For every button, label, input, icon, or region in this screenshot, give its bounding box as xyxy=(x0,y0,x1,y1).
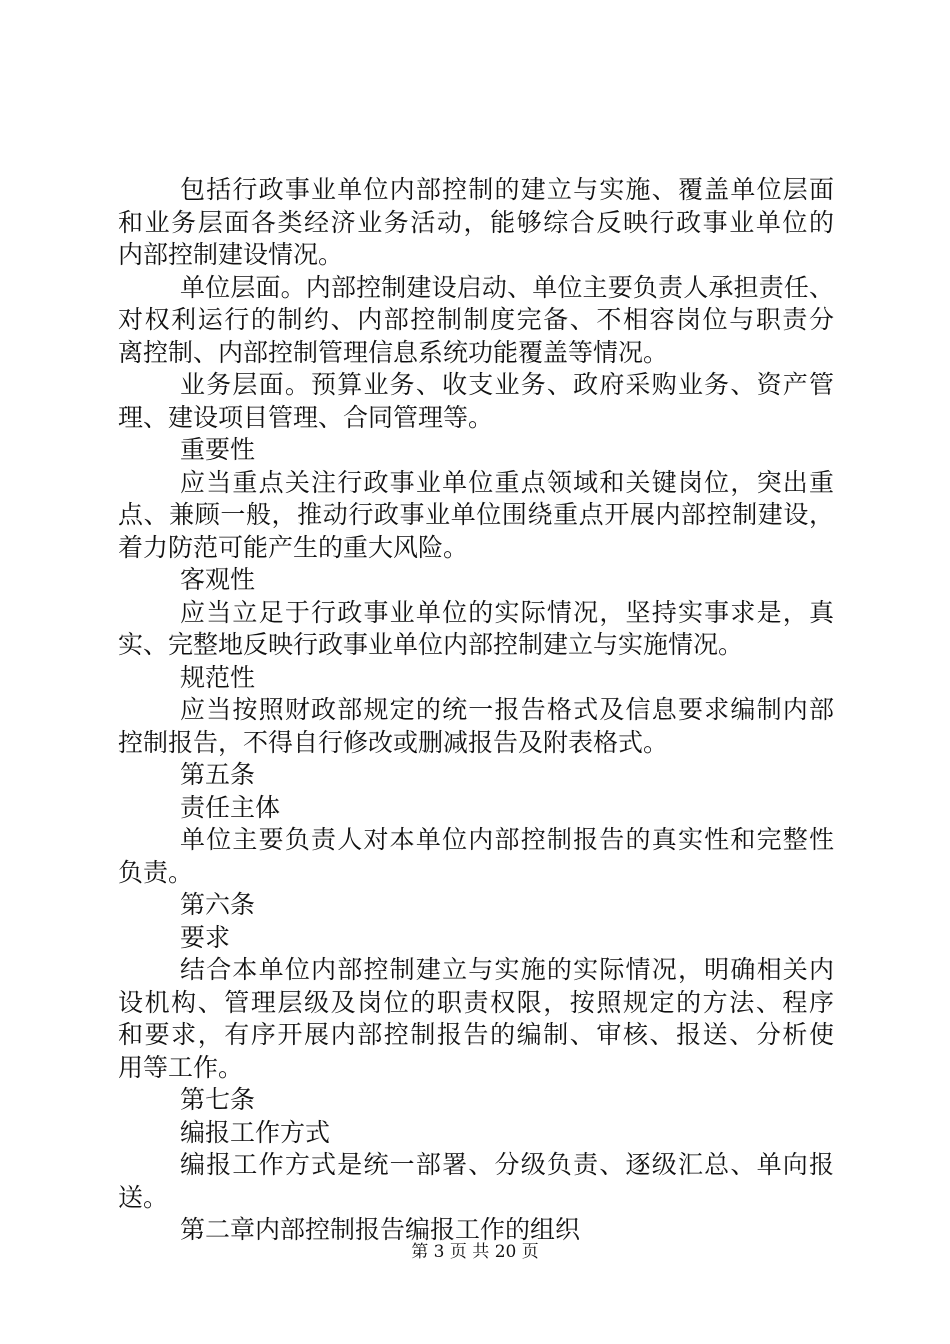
text-line: 点、兼顾一般，推动行政事业单位围绕重点开展内部控制建设， xyxy=(118,500,834,529)
text-line: 应当立足于行政事业单位的实际情况，坚持实事求是，真 xyxy=(180,597,834,627)
text-line: 送。 xyxy=(118,1182,169,1212)
text-line: 应当重点关注行政事业单位重点领域和关键岗位，突出重 xyxy=(180,467,834,497)
text-line: 责任主体 xyxy=(180,792,281,822)
text-line: 理、建设项目管理、合同管理等。 xyxy=(118,402,494,432)
text-line: 内部控制建设情况。 xyxy=(118,240,344,269)
text-line: 设机构、管理层级及岗位的职责权限，按照规定的方法、程序 xyxy=(118,987,834,1017)
text-line: 业务层面。预算业务、收支业务、政府采购业务、资产管 xyxy=(180,370,834,399)
page-number: 第 3 页 共 20 页 xyxy=(411,1242,539,1262)
text-line: 规范性 xyxy=(180,662,256,692)
text-line: 结合本单位内部控制建立与实施的实际情况，明确相关内 xyxy=(180,955,834,984)
text-line: 第二章内部控制报告编报工作的组织 xyxy=(180,1215,581,1244)
text-line: 重要性 xyxy=(180,435,256,464)
text-line: 着力防范可能产生的重大风险。 xyxy=(118,532,469,562)
text-line: 用等工作。 xyxy=(118,1052,244,1082)
text-line: 对权利运行的制约、内部控制制度完备、不相容岗位与职责分 xyxy=(118,305,834,334)
text-line: 要求 xyxy=(180,922,231,952)
text-line: 编报工作方式是统一部署、分级负责、逐级汇总、单向报 xyxy=(180,1150,834,1179)
text-line: 单位主要负责人对本单位内部控制报告的真实性和完整性 xyxy=(180,825,834,854)
document-body xyxy=(118,174,834,1247)
text-line: 第七条 xyxy=(180,1085,256,1114)
text-line: 第六条 xyxy=(180,890,256,919)
text-line: 编报工作方式 xyxy=(180,1117,331,1147)
text-line: 控制报告，不得自行修改或删减报告及附表格式。 xyxy=(118,727,669,757)
text-line: 和业务层面各类经济业务活动，能够综合反映行政事业单位的 xyxy=(118,207,834,237)
page-footer xyxy=(0,1241,950,1263)
text-line: 负责。 xyxy=(118,857,194,887)
text-line: 离控制、内部控制管理信息系统功能覆盖等情况。 xyxy=(118,337,669,367)
text-line: 第五条 xyxy=(180,760,256,789)
text-line: 包括行政事业单位内部控制的建立与实施、覆盖单位层面 xyxy=(180,175,834,204)
text-line: 客观性 xyxy=(180,565,256,594)
text-line: 和要求，有序开展内部控制报告的编制、审核、报送、分析使 xyxy=(118,1020,834,1049)
text-line: 单位层面。内部控制建设启动、单位主要负责人承担责任、 xyxy=(180,272,834,302)
text-line: 实、完整地反映行政事业单位内部控制建立与实施情况。 xyxy=(118,630,744,659)
text-line: 应当按照财政部规定的统一报告格式及信息要求编制内部 xyxy=(180,695,834,724)
